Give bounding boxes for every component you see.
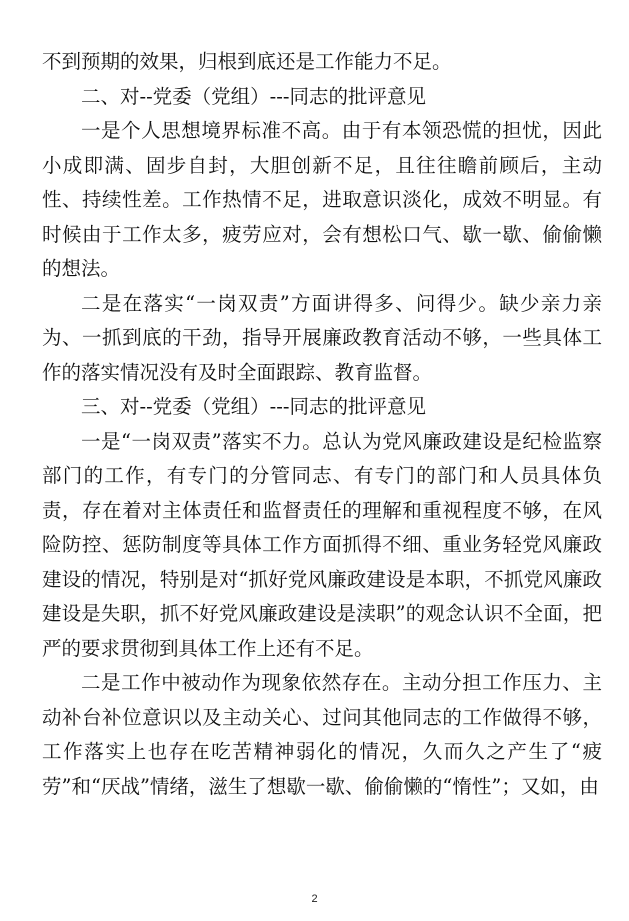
- paragraph-continuation: 不到预期的效果，归根到底还是工作能力不足。: [42, 50, 452, 73]
- section-heading-2: 二、对--党委（党组）---同志的批评意见: [81, 84, 426, 108]
- paragraph: 二是工作中被动作为现象依然存在。主动分担工作压力、主动补台补位意识以及主动关心、过问其他同志的工作做得不够，工作落实上也存在吃苦精神弱化的情况，久而久之产生了“疲劳”和“厌战”情绪，滋生了想歇一歇、偷偷懒的“惰性”；又如，由: [42, 671, 602, 798]
- section-heading-3: 三、对--党委（党组）---同志的批评意见: [81, 395, 426, 418]
- paragraph: 一是“一岗双责”落实不力。总认为党风廉政建设是纪检监察部门的工作，有专门的分管同志、有专门的部门和人员具体负责，存在着对主体责任和监督责任的理解和重视程度不够，在风险防控、惩防制度等具体工作方面抓得不细、重业务轻党风廉政建设的情况，特别是对“抓好党风廉政建设是本职，不抓党风廉政建设是失职，抓不好党风廉政建设是渎职”的观念认识不全面，把严的要求贯彻到具体工作上还有不足。: [42, 429, 602, 660]
- paragraph: 一是个人思想境界标准不高。由于有本领恐慌的担忧，因此小成即满、固步自封，大胆创新不足，且往往瞻前顾后，主动性、持续性差。工作热情不足，进取意识淡化，成效不明显。有时候由于工作太多，疲劳应对，会有想松口气、歇一歇、偷偷懒的想法。: [42, 119, 602, 280]
- paragraph: 二是在落实“一岗双责”方面讲得多、问得少。缺少亲力亲为、一抓到底的干劲，指导开展廉政教育活动不够，一些具体工作的落实情况没有及时全面跟踪、教育监督。: [42, 291, 602, 384]
- body-text: [42, 45, 602, 804]
- page-number: 2: [311, 893, 318, 905]
